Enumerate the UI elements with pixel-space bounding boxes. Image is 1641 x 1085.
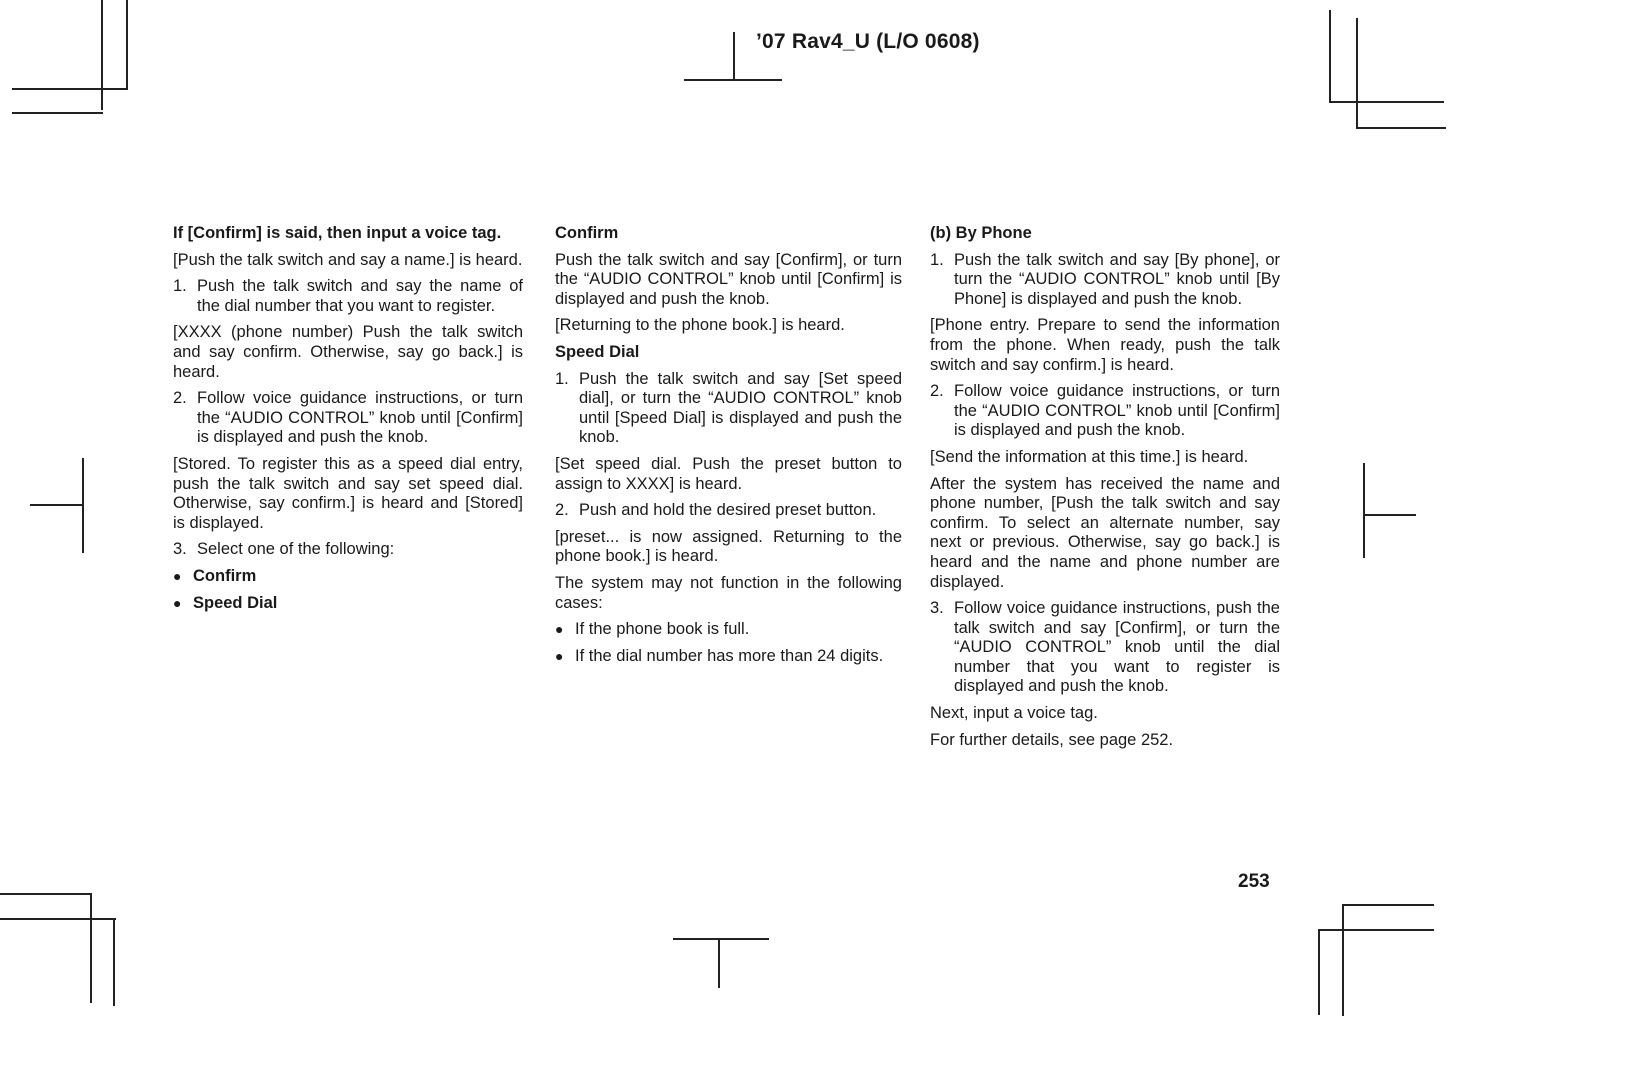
bullet-text: Speed Dial: [193, 593, 278, 612]
item-text: Follow voice guidance instructions, or turn the “AUDIO CONTROL” knob until [Confirm] is displayed and push the knob.: [954, 382, 1280, 440]
bullet-text: If the phone book is full.: [575, 620, 750, 639]
item-text: Push the talk switch and say [By phone], or turn the “AUDIO CONTROL” knob until [By Phone] is displayed and push the knob.: [954, 250, 1280, 308]
section-heading: (b) By Phone: [930, 224, 1032, 242]
paragraph: [Set speed dial. Push the preset button to assign to XXXX] is heard.: [555, 454, 902, 493]
bullet-icon: ●: [555, 647, 564, 664]
list-item: [173, 540, 523, 560]
bullet-item: [173, 567, 523, 587]
paragraph: The system may not function in the following cases:: [555, 573, 902, 612]
list-item: [930, 382, 1280, 441]
bullet-item: [555, 647, 902, 667]
paragraph: After the system has received the name and phone number, [Push the talk switch and say confirm. To select an alternate number, say next or previous. Otherwise, say go back.] is heard and the name and phone number are displayed.: [930, 474, 1280, 591]
column-middle: [555, 224, 902, 673]
list-item: [555, 370, 902, 448]
paragraph: Push the talk switch and say [Confirm], or turn the “AUDIO CONTROL” knob until [Confirm] is displayed and push the knob.: [555, 250, 902, 308]
bullet-text: Confirm: [193, 566, 257, 585]
section-heading: Speed Dial: [555, 342, 640, 361]
item-number: 3.: [930, 599, 944, 618]
paragraph: For further details, see page 252.: [930, 730, 1174, 749]
list-item: [173, 389, 523, 448]
paragraph: [Stored. To register this as a speed dial entry, push the talk switch and say set speed dial. Otherwise, say confirm.] is heard and [Stored] is displayed.: [173, 454, 523, 532]
list-item: [555, 501, 902, 521]
item-text: Push the talk switch and say the name of the dial number that you want to register.: [197, 277, 523, 315]
column-left: [173, 224, 523, 620]
paragraph: [preset... is now assigned. Returning to the phone book.] is heard.: [555, 527, 902, 566]
paragraph: [Returning to the phone book.] is heard.: [555, 316, 845, 335]
item-number: 1.: [555, 369, 569, 388]
section-heading: If [Confirm] is said, then input a voice tag.: [173, 224, 502, 242]
item-number: 1.: [173, 277, 187, 296]
bullet-icon: ●: [173, 567, 182, 584]
item-text: Follow voice guidance instructions, or turn the “AUDIO CONTROL” knob until [Confirm] is displayed and push the knob.: [197, 389, 523, 447]
bullet-item: [173, 594, 523, 614]
section-heading: Confirm: [555, 224, 619, 242]
bullet-text: If the dial number has more than 24 digits.: [575, 646, 884, 665]
item-text: Select one of the following:: [197, 540, 395, 559]
list-item: [930, 599, 1280, 697]
paragraph: [Phone entry. Prepare to send the information from the phone. When ready, push the talk switch and say confirm.] is heard.: [930, 316, 1280, 374]
page-number: 253: [1238, 871, 1270, 892]
paragraph: Next, input a voice tag.: [930, 704, 1098, 723]
item-number: 2.: [173, 389, 187, 408]
item-number: 2.: [555, 501, 569, 520]
item-number: 2.: [930, 382, 944, 401]
document-header: ’07 Rav4_U (L/O 0608): [756, 30, 980, 53]
bullet-icon: ●: [555, 621, 564, 638]
paragraph: [XXXX (phone number) Push the talk switch and say confirm. Otherwise, say go back.] is heard.: [173, 323, 523, 381]
item-number: 3.: [173, 540, 187, 559]
column-right: [930, 224, 1280, 757]
item-text: Push the talk switch and say [Set speed dial], or turn the “AUDIO CONTROL” knob until [Speed Dial] is displayed and push the knob.: [579, 369, 902, 447]
item-number: 1.: [930, 250, 944, 269]
item-text: Follow voice guidance instructions, push the talk switch and say [Confirm], or turn the “AUDIO CONTROL” knob until the dial number that you want to register is displayed and push the knob.: [954, 599, 1280, 696]
paragraph: [Push the talk switch and say a name.] is heard.: [173, 250, 523, 269]
bullet-item: [555, 620, 902, 640]
item-text: Push and hold the desired preset button.: [579, 501, 877, 520]
list-item: [930, 251, 1280, 310]
bullet-icon: ●: [173, 594, 182, 611]
paragraph: [Send the information at this time.] is heard.: [930, 447, 1249, 466]
list-item: [173, 277, 523, 316]
